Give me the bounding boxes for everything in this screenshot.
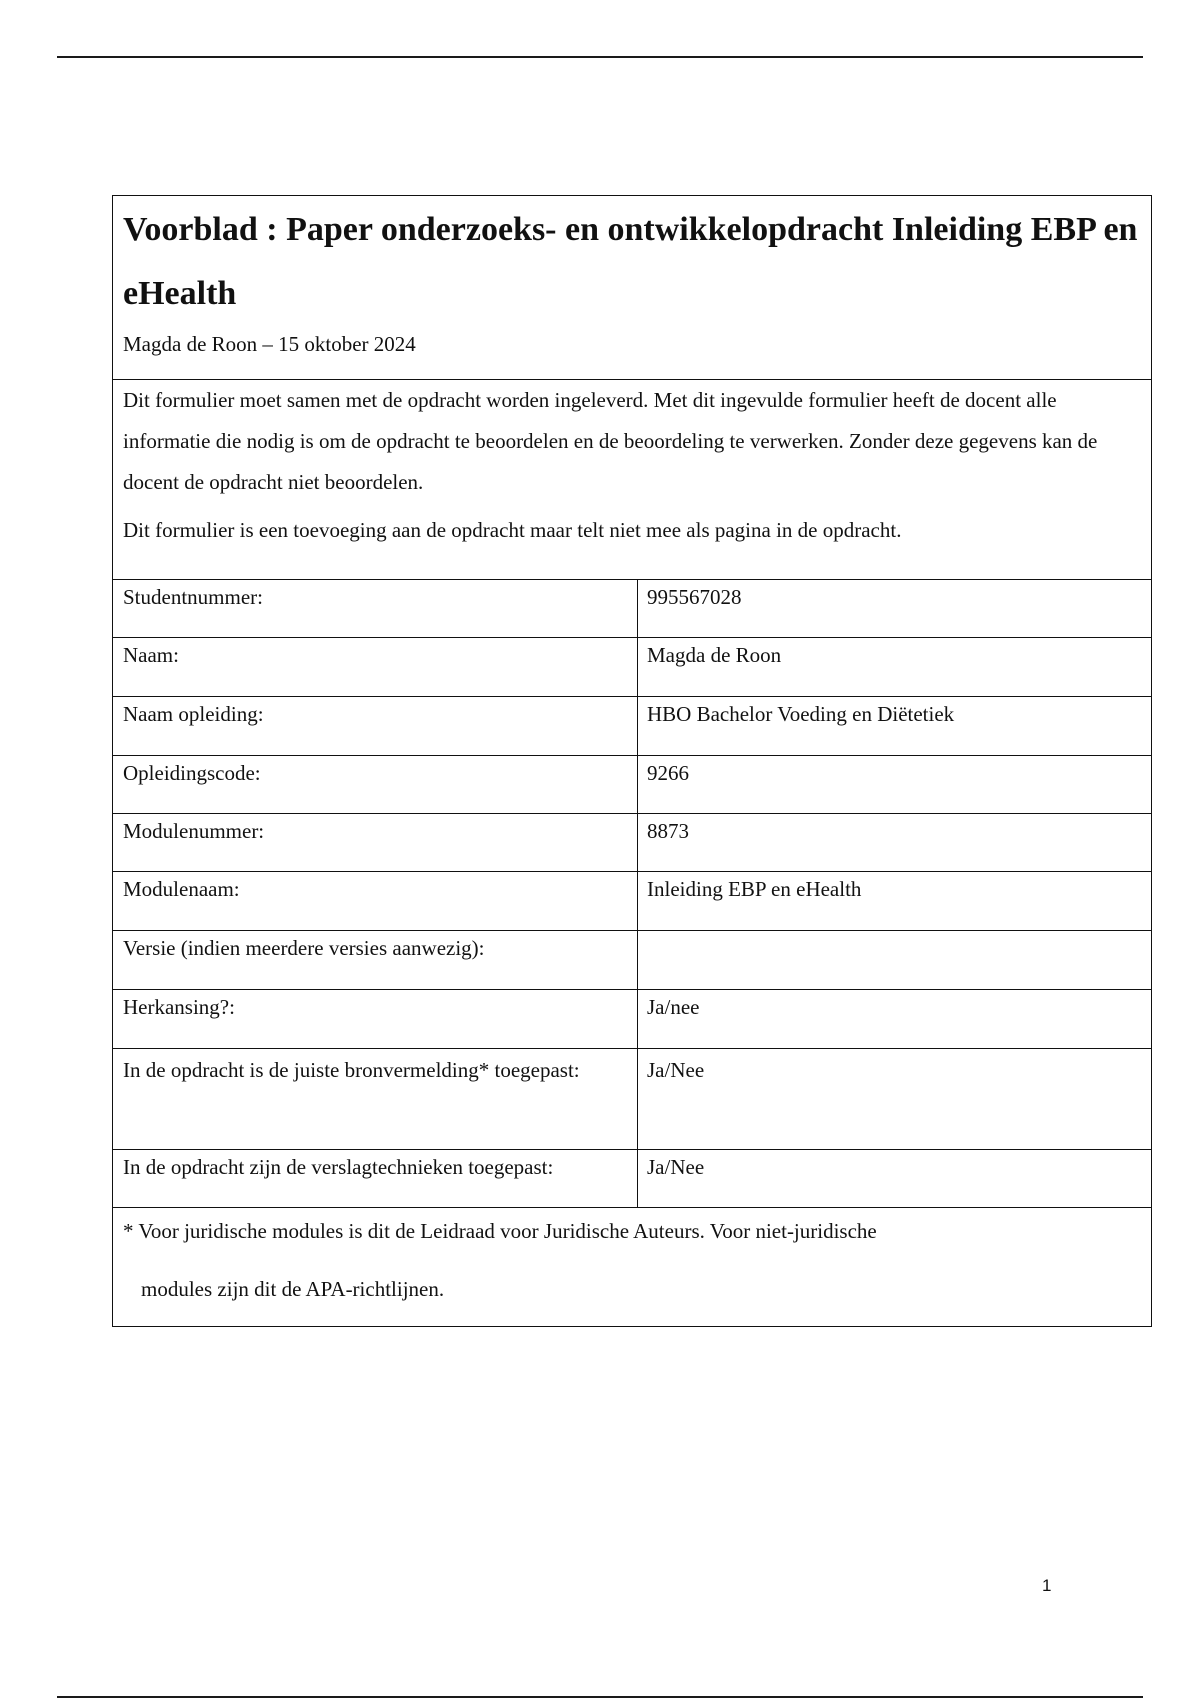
field-row-herkansing xyxy=(113,990,1151,1049)
field-row-verslagtechnieken xyxy=(113,1150,1151,1208)
field-value: Ja/nee xyxy=(647,995,700,1019)
instruction-paragraph: Dit formulier moet samen met de opdracht worden ingeleverd. Met dit ingevulde formulier heeft de docent alle informatie die nodig is om de opdracht te beoordelen en de beoordeling te verwerken. Zonder deze gegevens kan de docent de opdracht niet beoordelen. xyxy=(123,388,1098,494)
footer-rule xyxy=(57,1696,1143,1698)
field-value: Ja/Nee xyxy=(647,1155,705,1179)
field-row-versie xyxy=(113,931,1151,990)
field-value: Ja/Nee xyxy=(647,1058,705,1082)
field-label: Naam opleiding: xyxy=(113,697,638,755)
field-label: In de opdracht zijn de verslagtechnieken toegepast: xyxy=(113,1150,638,1207)
field-value: Inleiding EBP en eHealth xyxy=(647,877,862,901)
footnote xyxy=(113,1202,1151,1318)
document-title: Voorblad : Paper onderzoeks- en ontwikkelopdracht Inleiding EBP en eHealth xyxy=(123,211,1138,312)
form-instructions xyxy=(113,380,1151,580)
field-label: Herkansing?: xyxy=(113,990,638,1048)
field-value: 9266 xyxy=(647,761,689,785)
field-value: Magda de Roon xyxy=(647,643,782,667)
field-value: 995567028 xyxy=(647,585,742,609)
header-rule xyxy=(57,56,1143,58)
footnote-line: modules zijn dit de APA-richtlijnen. xyxy=(141,1277,445,1301)
footnote-line: * Voor juridische modules is dit de Leidraad voor Juridische Auteurs. Voor niet-juridische xyxy=(123,1219,877,1243)
field-row-naam-opleiding xyxy=(113,697,1151,756)
instruction-note: Dit formulier is een toevoeging aan de opdracht maar telt niet mee als pagina in de opdracht. xyxy=(123,518,902,542)
field-value: 8873 xyxy=(647,819,689,843)
cover-form xyxy=(112,195,1152,1327)
field-label: In de opdracht is de juiste bronvermelding* toegepast: xyxy=(113,1049,638,1149)
field-row-studentnummer xyxy=(113,580,1151,638)
field-row-naam xyxy=(113,638,1151,697)
field-label: Naam: xyxy=(113,638,638,696)
field-value xyxy=(638,931,1151,989)
document-subtitle: Magda de Roon – 15 oktober 2024 xyxy=(123,332,416,356)
field-row-modulenummer xyxy=(113,814,1151,872)
field-row-bronvermelding xyxy=(113,1049,1151,1150)
field-row-opleidingscode xyxy=(113,756,1151,814)
field-label: Studentnummer: xyxy=(113,580,638,637)
field-label: Versie (indien meerdere versies aanwezig): xyxy=(113,931,638,989)
field-label: Modulenummer: xyxy=(113,814,638,871)
field-value: HBO Bachelor Voeding en Diëtetiek xyxy=(647,702,955,726)
field-label: Modulenaam: xyxy=(113,872,638,930)
field-row-modulenaam xyxy=(113,872,1151,931)
form-header xyxy=(113,196,1151,380)
field-label: Opleidingscode: xyxy=(113,756,638,813)
page-number: 1 xyxy=(1042,1576,1052,1595)
